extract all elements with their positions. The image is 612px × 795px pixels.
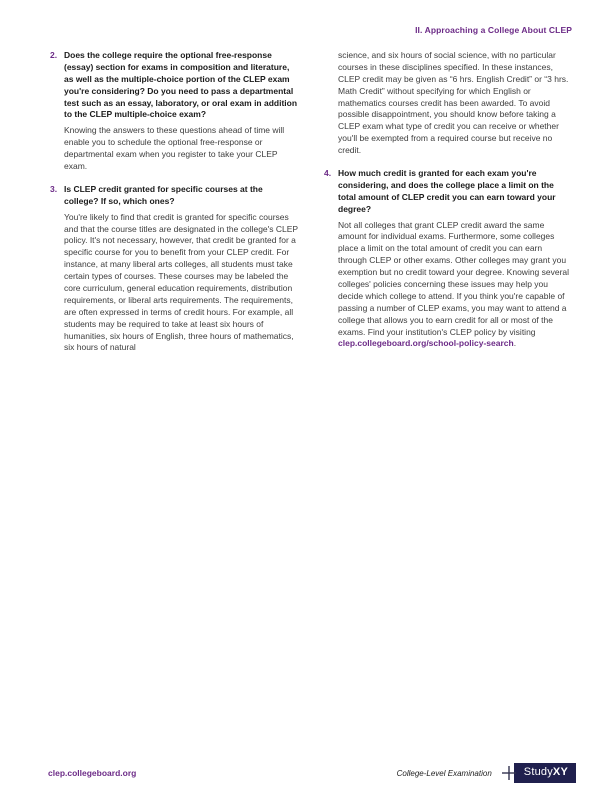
item-body-period: . <box>513 338 517 349</box>
studyxy-logo <box>501 763 576 783</box>
item-number: 3. <box>50 183 58 194</box>
item-body <box>338 220 572 351</box>
item-body: You're likely to find that credit is granted for specific courses and that the course titles are designated in the college's CLEP policy. It's not necessary, however, that credit be granted for a specific course for you to benefit from your CLEP credit. For instance, at many liberal arts colleges, all students must take certain types of courses. These courses may be labeled the core curriculum, general education requirements, distribution requirements, or liberal arts requirements. The requirements, are often expressed in terms of credit hours. For example, all students may be required to take at least six hours of humanities, six hours of English, three hours of mathematics, six hours of natural <box>64 211 298 353</box>
logo-text-bold: XY <box>552 766 568 778</box>
logo-text-light: Study <box>523 766 553 778</box>
list-item-4 <box>324 168 572 350</box>
two-column-body <box>50 50 572 365</box>
policy-search-link[interactable]: clep.collegeboard.org/school-policy-search <box>338 338 514 349</box>
item-question: Is CLEP credit granted for specific courses at the college? If so, which ones? <box>64 183 263 206</box>
item-body-text: Not all colleges that grant CLEP credit award the same amount for individual exams. Furthermore, some colleges place a limit on the total amount of credit you can earn through CLEP or other exams. Other colleges may grant you exemption but no credit toward your degree. Knowing several colleges' policies concerning these issues may help you decide which college to attend. If you think you're capable of passing a number of CLEP exams, you may want to attend a college that allows you to earn credit for all or most of the exams. Find your institution's CLEP policy by visiting <box>338 219 570 337</box>
continuation-paragraph: science, and six hours of social science, with no particular courses in these disciplines specified. In these instances, CLEP credit may be given as “6 hrs. English Credit” or “3 hrs. Math Credit” without specifying for which English or mathematics courses credit has been awarded. To avoid possible disappointment, you should know before taking a CLEP exam what type of credit you can receive or whether you'll be exempted from a required course but receive no credit. <box>338 50 569 156</box>
footer-right-group <box>397 763 576 783</box>
item-content <box>64 50 298 173</box>
item-number: 2. <box>50 50 58 60</box>
list-item-2 <box>50 50 298 173</box>
item-question: Does the college require the optional free-response (essay) section for exams in composition and literature, as well as the multiple-choice portion of the CLEP exam you're considering? Do you need to pass a departmental test such as an essay, laboratory, or oral exam in addition to the CLEP multiple-choice exam? <box>64 50 298 120</box>
item-content <box>338 168 572 350</box>
section-header: II. Approaching a College About CLEP <box>415 25 572 35</box>
program-name: College-Level Examination <box>396 768 492 778</box>
footer-site-link[interactable]: clep.collegeboard.org <box>48 768 137 778</box>
plus-icon <box>501 765 517 781</box>
left-column <box>50 50 298 365</box>
item-number: 4. <box>324 168 332 179</box>
right-column <box>324 50 572 365</box>
item-content <box>64 184 298 354</box>
item-question: How much credit is granted for each exam you're considering, and does the college place a limit on the total amount of CLEP credit you can earn toward your degree? <box>338 168 556 214</box>
list-item-3 <box>50 184 298 354</box>
page-footer <box>48 763 576 783</box>
logo-box <box>514 763 576 783</box>
item-body: Knowing the answers to these questions ahead of time will enable you to schedule the optional free-response or departmental exam when you register to take your CLEP exam. <box>64 125 285 172</box>
